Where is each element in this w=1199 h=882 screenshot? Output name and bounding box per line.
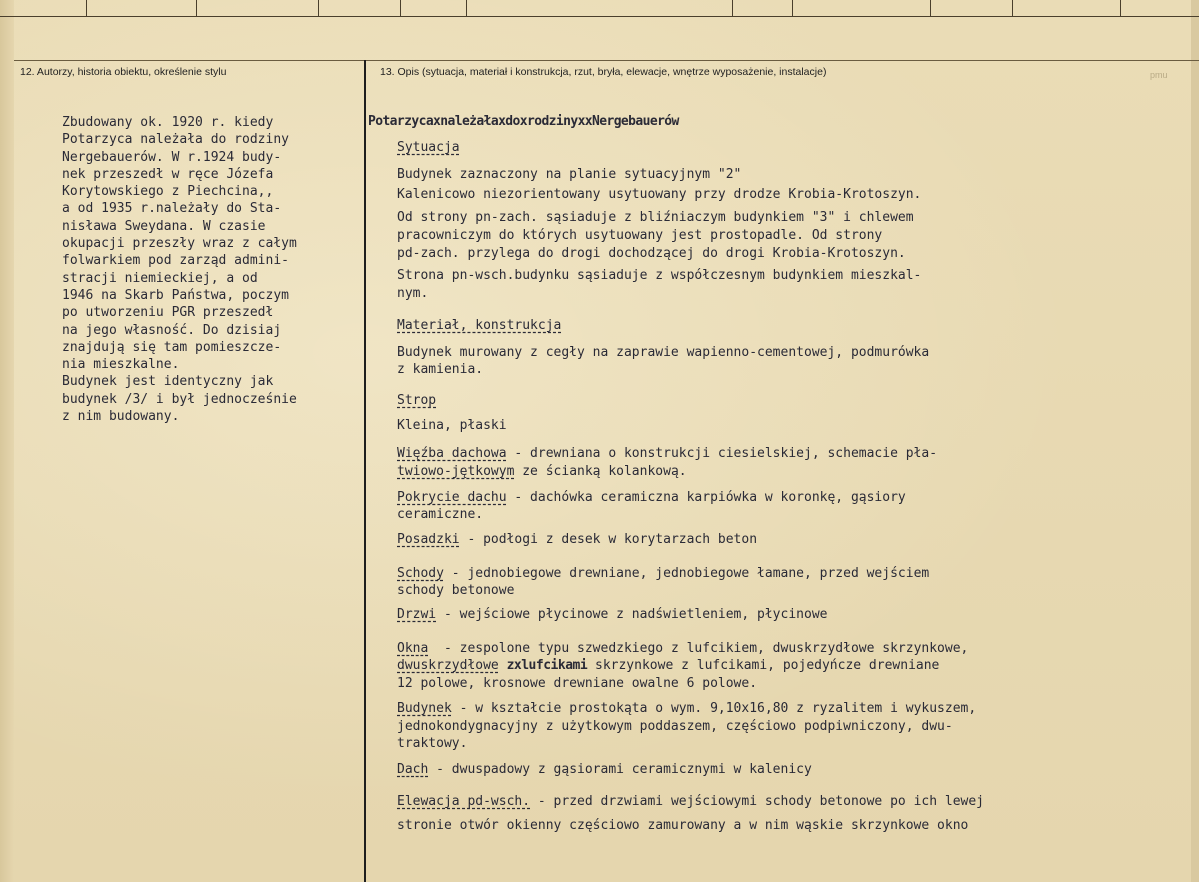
form-tick [792, 0, 793, 16]
section-title-drzwi: Drzwi [397, 607, 437, 622]
text-fragment: - w kształcie prostokąta o wym. 9,10x16,80 z ryzalitem i wykuszem, [451, 701, 977, 716]
history-line: folwarkiem pod zarząd admini- [62, 253, 289, 269]
text-fragment: - dwuspadowy z gąsiorami ceramicznymi w kalenicy [428, 762, 812, 777]
paper-right-edge [1191, 0, 1199, 882]
corner-mark: pmu [1150, 70, 1168, 80]
form-tick [400, 0, 401, 16]
history-line: Budynek jest identyczny jak [62, 374, 274, 390]
text-line: 12 polowe, krosnowe drewniane owalne 6 polowe. [397, 676, 758, 691]
text-line [397, 607, 827, 622]
text-line: Kalenicowo niezorientowany usytuowany przy drodze Krobia-Krotoszyn. [397, 187, 922, 202]
crossed-out-text: PotarzycaxnależałaxdoxrodzinyxxNergebauerów [368, 114, 679, 129]
text-fragment: - zespolone typu szwedzkiego z lufcikiem, dwuskrzydłowe skrzynkowe, [428, 641, 969, 656]
section-title-schody: Schody [397, 566, 444, 581]
form-tick [196, 0, 197, 16]
form-tick [318, 0, 319, 16]
form-tick [86, 0, 87, 16]
text-line [397, 658, 939, 673]
form-tick [1120, 0, 1121, 16]
text-fragment: - dachówka ceramiczna karpiówka w koronkę, gąsiory [506, 490, 906, 505]
history-line: Nergebauerów. W r.1924 budy- [62, 149, 282, 165]
history-line: 1946 na Skarb Państwa, poczym [62, 287, 289, 303]
form-tick [930, 0, 931, 16]
underlined-term: twiowo-jętkowym [397, 464, 515, 479]
text-fragment: - drewniana o konstrukcji ciesielskiej, schemacie pła- [506, 446, 938, 461]
history-line: na jego własność. Do dzisiaj [62, 322, 282, 338]
text-line [397, 532, 757, 547]
section-title-material: Materiał, konstrukcja [397, 318, 562, 333]
text-fragment: ze ścianką kolankową. [514, 464, 687, 479]
text-line: pd-zach. przylega do drogi dochodzącej do drogi Krobia-Krotoszyn. [397, 246, 906, 261]
text-line: ceramiczne. [397, 507, 484, 522]
history-line: budynek /3/ i był jednocześnie [62, 391, 297, 407]
section-title-strop: Strop [397, 393, 437, 408]
text-line [397, 446, 937, 461]
section-title-dach: Dach [397, 762, 429, 777]
history-line: znajdują się tam pomieszcze- [62, 339, 282, 355]
text-line: jednokondygnacyjny z użytkowym poddaszem, częściowo podpiwniczony, dwu- [397, 719, 953, 734]
text-line [397, 641, 968, 656]
right-column-header: 13. Opis (sytuacja, materiał i konstrukcja, rzut, bryła, elewacje, wnętrze wyposażenie, instalacje) [380, 66, 827, 78]
history-line: z nim budowany. [62, 409, 180, 425]
text-line: z kamienia. [397, 362, 484, 377]
left-column-header: 12. Autorzy, historia obiektu, określenie stylu [20, 66, 227, 78]
history-line: Korytowskiego z Piechcina,, [62, 184, 274, 200]
text-fragment: skrzynkowe z lufcikami, pojedyńcze drewniane [587, 658, 940, 673]
paper-left-edge [0, 0, 14, 882]
text-line: Strona pn-wsch.budynku sąsiaduje z współczesnym budynkiem mieszkal- [397, 268, 922, 283]
history-line: okupacji przeszły wraz z całym [62, 236, 297, 252]
text-line [397, 794, 984, 809]
text-line [397, 762, 812, 777]
history-line: po utworzeniu PGR przeszedł [62, 305, 274, 321]
section-title-elewacja: Elewacja pd-wsch. [397, 794, 531, 809]
text-line: traktowy. [397, 736, 468, 751]
text-line: nym. [397, 286, 429, 301]
top-form-band [0, 0, 1199, 17]
form-tick [732, 0, 733, 16]
text-fragment: - podłogi z desek w korytarzach beton [459, 532, 758, 547]
history-line: nek przeszedł w ręce Józefa [62, 166, 274, 182]
text-fragment: - wejściowe płycinowe z nadświetleniem, płycinowe [436, 607, 828, 622]
section-title-budynek: Budynek [397, 701, 452, 716]
history-line: nisława Sweydana. W czasie [62, 218, 266, 234]
text-fragment: - przed drzwiami wejściowymi schody betonowe po ich lewej [530, 794, 985, 809]
history-line: Potarzyca należała do rodziny [62, 132, 289, 148]
text-line: stronie otwór okienny częściowo zamurowany a w nim wąskie skrzynkowe okno [397, 818, 969, 833]
form-tick [466, 0, 467, 16]
section-title-wiezba: Więźba dachowa [397, 446, 507, 461]
underlined-term: dwuskrzydłowe [397, 658, 499, 673]
text-line [397, 701, 976, 716]
section-title-posadzki: Posadzki [397, 532, 460, 547]
text-line: Budynek zaznaczony na planie sytuacyjnym "2" [397, 167, 742, 182]
crossed-out-word: zxlufcikami [506, 658, 588, 673]
text-line: Budynek murowany z cegły na zaprawie wapienno-cementowej, podmurówka [397, 345, 930, 360]
header-rule [14, 60, 1199, 61]
history-text [62, 114, 367, 425]
text-line: Od strony pn-zach. sąsiaduje z bliźniaczym budynkiem "3" i chlewem [397, 210, 914, 225]
text-line [397, 490, 906, 505]
history-line: nia mieszkalne. [62, 357, 180, 373]
form-tick [1012, 0, 1013, 16]
text-line: Kleina, płaski [397, 418, 507, 433]
text-line: pracowniczym do których usytuowany jest prostopadle. Od strony [397, 228, 883, 243]
history-line: a od 1935 r.należały do Sta- [62, 201, 282, 217]
history-line: Zbudowany ok. 1920 r. kiedy [62, 115, 274, 130]
history-line: stracji niemieckiej, a od [62, 270, 258, 286]
text-line [397, 464, 687, 479]
section-title-okna: Okna [397, 641, 429, 656]
section-title-sytuacja: Sytuacja [397, 140, 460, 155]
text-fragment: - jednobiegowe drewniane, jednobiegowe łamane, przed wejściem [443, 566, 930, 581]
text-line: schody betonowe [397, 583, 515, 598]
text-line [397, 566, 929, 581]
section-title-pokrycie: Pokrycie dachu [397, 490, 507, 505]
